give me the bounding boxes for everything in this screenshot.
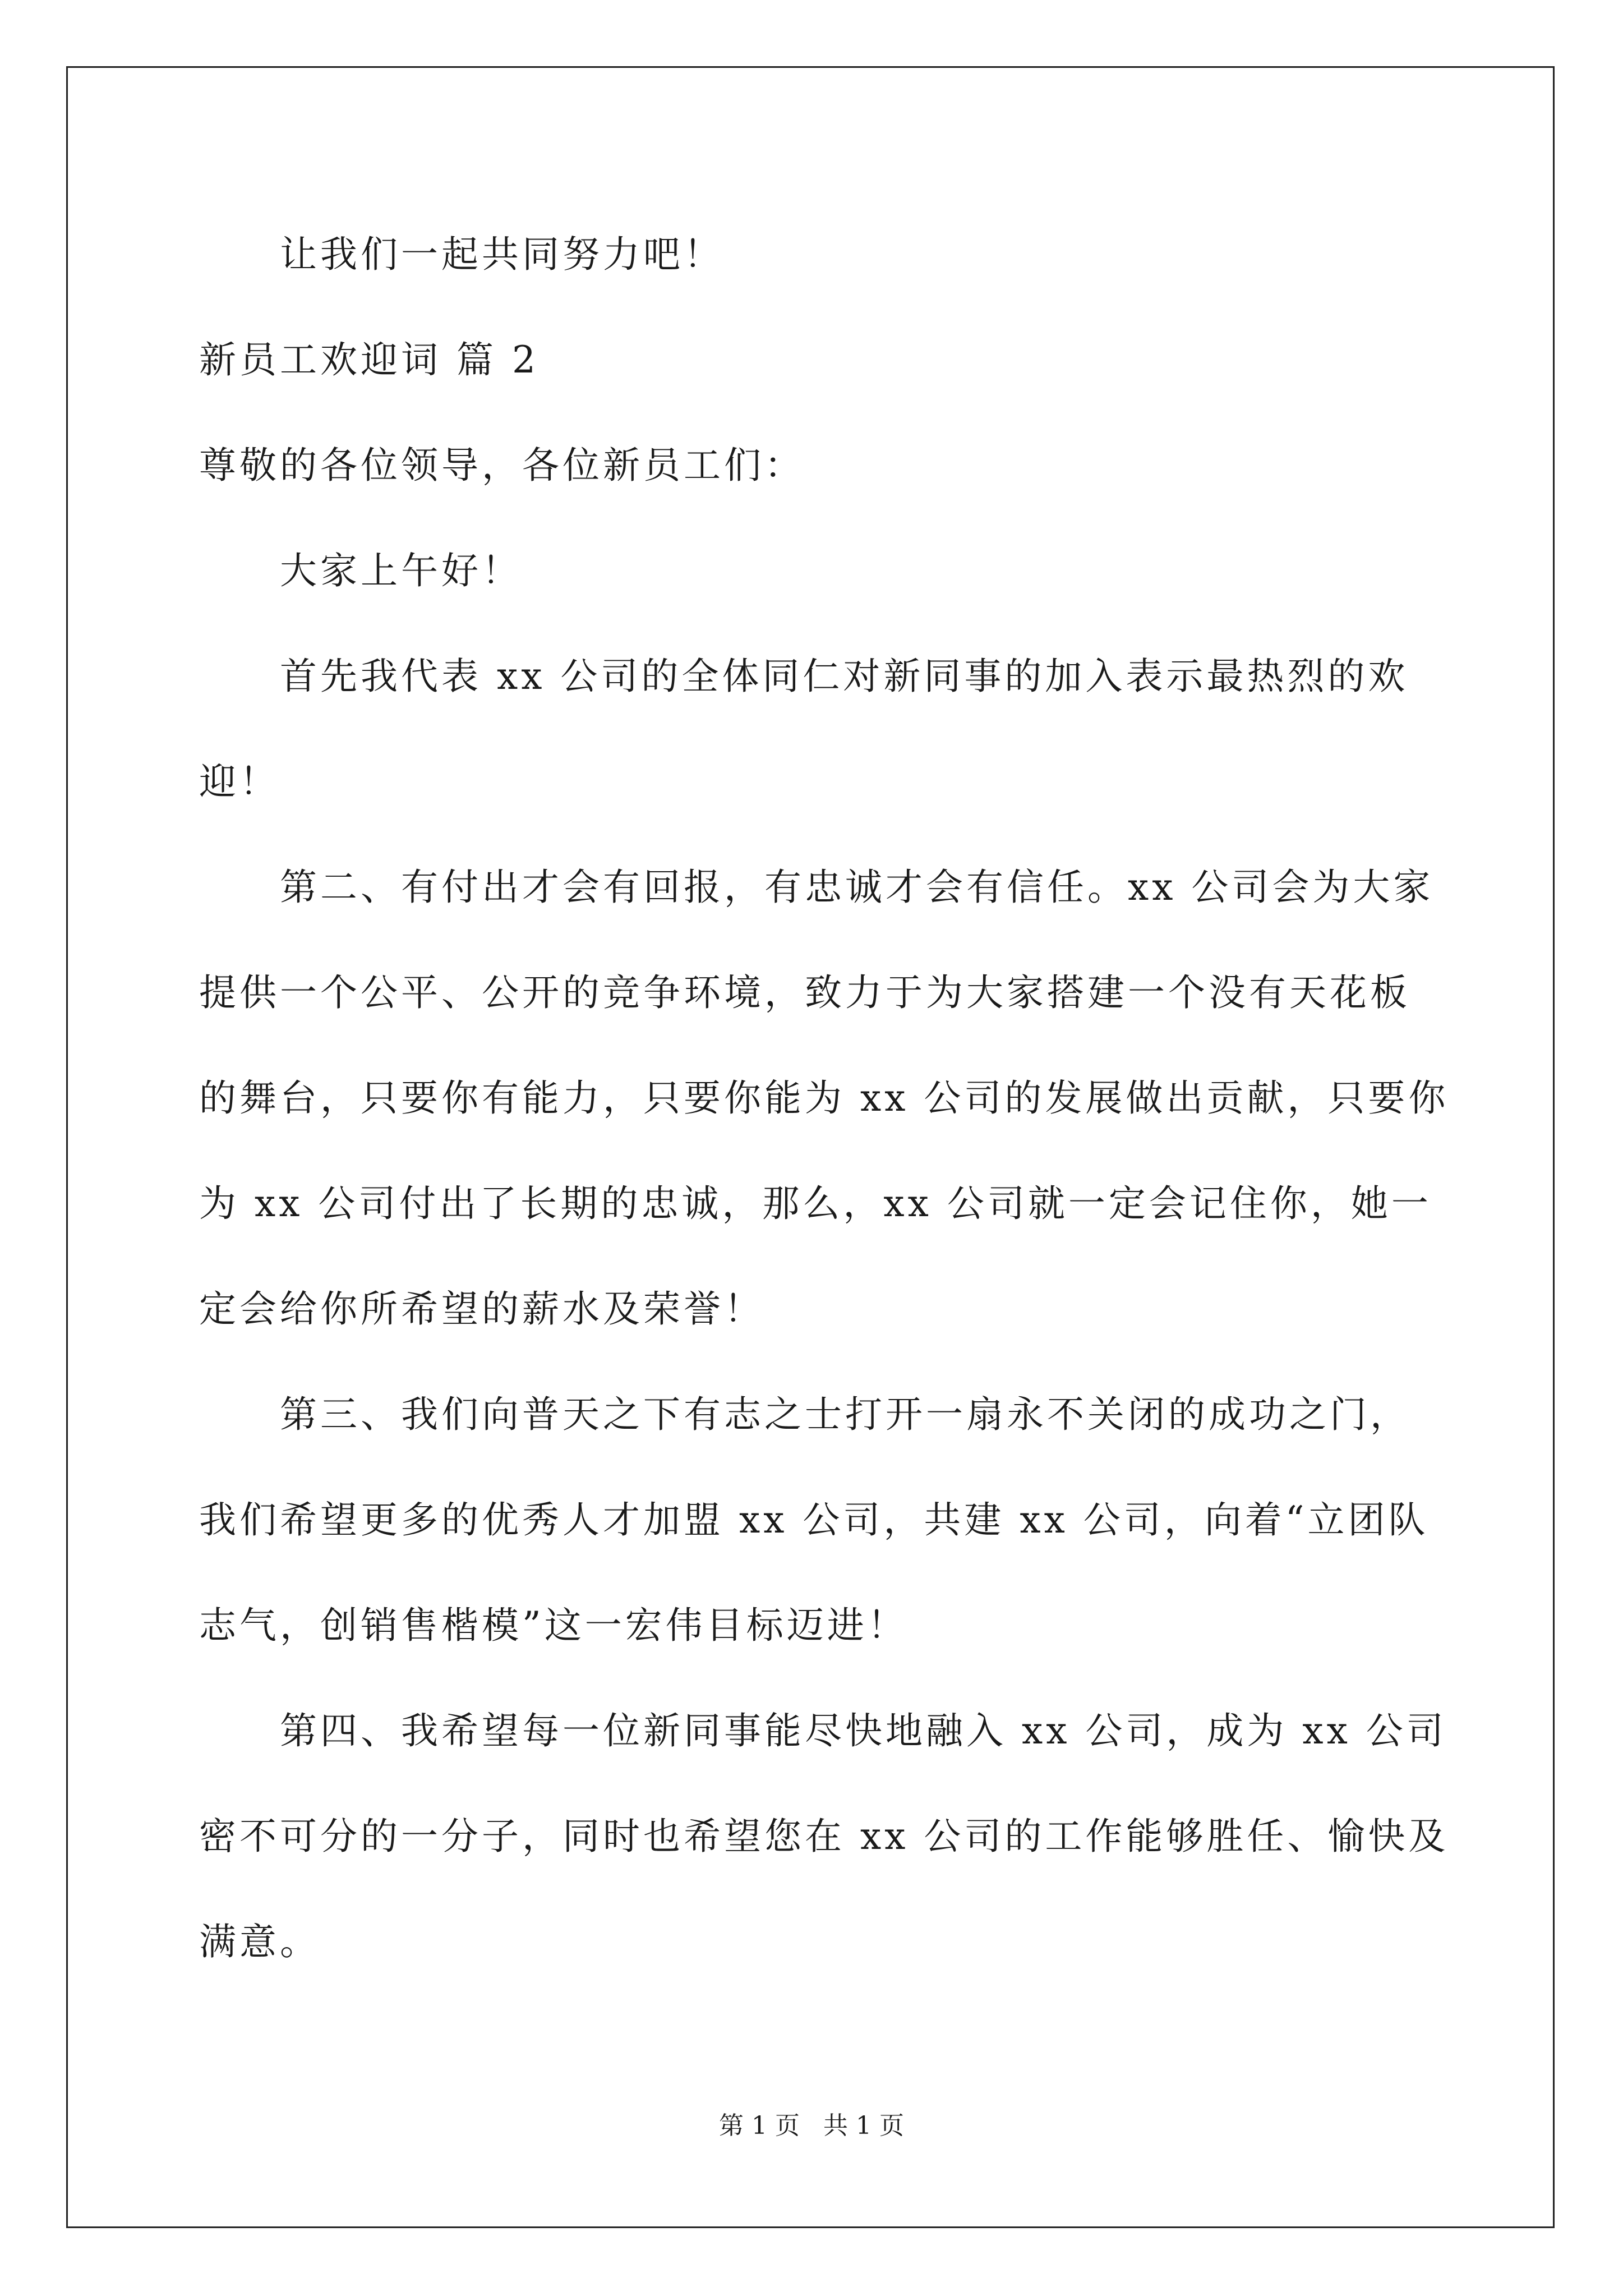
text-line: 迎！ bbox=[199, 760, 280, 803]
text-line: 为 xx 公司付出了长期的忠诚，那么，xx 公司就一定会记住你，她一 bbox=[199, 1182, 1432, 1225]
section-heading: 新员工欢迎词 篇 2 bbox=[199, 338, 539, 381]
document-body bbox=[199, 202, 1449, 1995]
text-line: 提供一个公平、公开的竞争环境，致力于为大家搭建一个没有天花板 bbox=[199, 971, 1410, 1014]
text-line: 第二、有付出才会有回报，有忠诚才会有信任。xx 公司会为大家 bbox=[280, 866, 1434, 909]
text-line: 让我们一起共同努力吧！ bbox=[280, 233, 724, 276]
text-line: 首先我代表 xx 公司的全体同仁对新同事的加入表示最热烈的欢 bbox=[280, 655, 1409, 698]
greeting: 大家上午好！ bbox=[280, 549, 522, 592]
text-line: 第三、我们向普天之下有志之士打开一扇永不关闭的成功之门， bbox=[280, 1393, 1410, 1436]
page-number-footer: 第 1 页 共 1 页 bbox=[719, 2111, 904, 2140]
text-line: 密不可分的一分子，同时也希望您在 xx 公司的工作能够胜任、愉快及 bbox=[199, 1815, 1449, 1858]
text-line: 满意。 bbox=[199, 1920, 320, 1963]
text-line: 第四、我希望每一位新同事能尽快地融入 xx 公司，成为 xx 公司 bbox=[280, 1709, 1447, 1752]
text-line: 志气，创销售楷模”这一宏伟目标迈进！ bbox=[199, 1604, 908, 1647]
text-line: 我们希望更多的优秀人才加盟 xx 公司，共建 xx 公司，向着“立团队 bbox=[199, 1498, 1429, 1542]
text-line: 定会给你所希望的薪水及荣誉！ bbox=[199, 1287, 764, 1331]
text-line: 的舞台，只要你有能力，只要你能为 xx 公司的发展做出贡献，只要你 bbox=[199, 1076, 1449, 1120]
salutation: 尊敬的各位领导，各位新员工们： bbox=[199, 444, 805, 487]
